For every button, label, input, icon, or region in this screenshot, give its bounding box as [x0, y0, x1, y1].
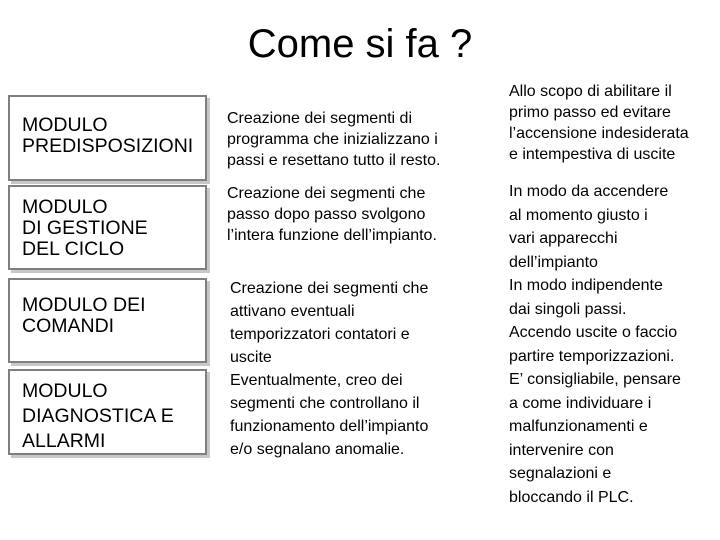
note-ciclo-comandi-diagnostica: In modo da accendere al momento giusto i vari apparecchi dell’impianto In modo indipendente dai singoli passi. Accendo uscite o faccio partire temporizzazioni. E’ consigliabile, pensare a come individuare i malfunzionamenti e intervenire con segnalazioni e bloccando il PLC.	[509, 183, 681, 506]
description-gestione-ciclo: Creazione dei segmenti che passo dopo passo svolgono l’intera funzione dell’impianto.	[227, 185, 437, 244]
module-box-comandi: MODULO DEI COMANDI	[8, 278, 207, 363]
note-predisposizioni: Allo scopo di abilitare il primo passo ed evitare l’accensione indesiderata e intempestiva di uscite	[509, 83, 689, 163]
module-box-predisposizioni: MODULO PREDISPOSIZIONI	[8, 95, 207, 181]
module-box-gestione-ciclo: MODULO DI GESTIONE DEL CICLO	[8, 185, 207, 270]
description-comandi: Creazione dei segmenti che attivano eventuali temporizzatori contatori e uscite Eventualmente, creo dei segmenti che controllano il funzionamento dell’impianto e/o segnalano anomalie.	[230, 280, 429, 458]
description-predisposizioni: Creazione dei segmenti di programma che inizializzano i passi e resettano tutto il resto.	[227, 110, 441, 169]
page-title: Come si fa ?	[247, 22, 473, 66]
module-box-diagnostica-allarmi: MODULO DIAGNOSTICA E ALLARMI	[8, 369, 207, 455]
